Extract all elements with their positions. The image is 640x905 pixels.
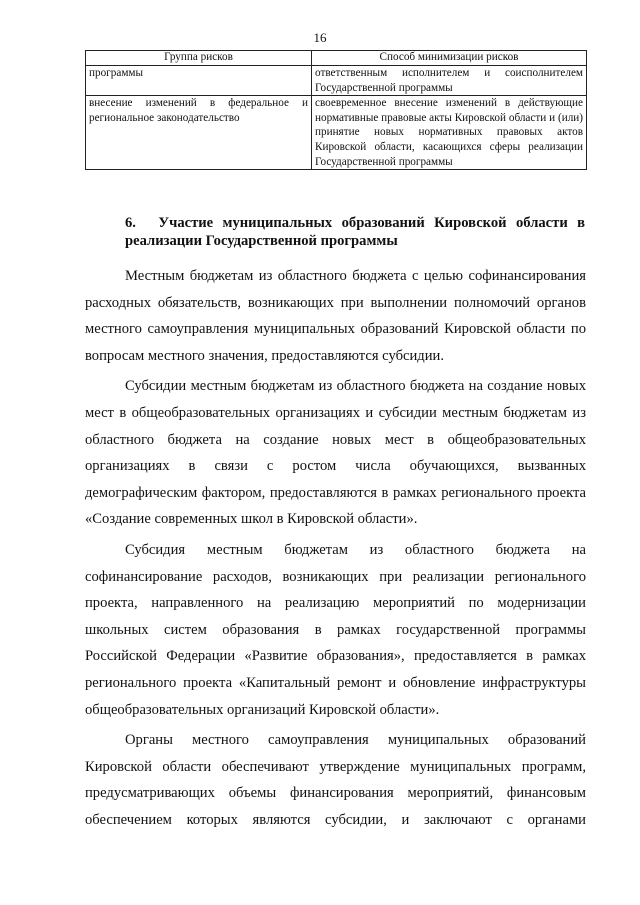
table-cell-method: ответственным исполнителем и соисполнителем Государственной программы (312, 66, 587, 96)
table-cell-risk-group: программы (86, 66, 312, 96)
section-number: 6. (125, 215, 136, 231)
column-header-risk-group: Группа рисков (86, 51, 312, 66)
section-heading (125, 214, 585, 250)
paragraph: Субсидии местным бюджетам из областного бюджета на создание новых мест в общеобразовательных организациях и субсидии местным бюджетам из областного бюджета на создание новых мест в общеобразовательных организациях в связи с ростом числа обучающихся, вызванных демографическим фактором, предоставляются в рамках регионального проекта «Создание современных школ в Кировской области». (85, 378, 586, 528)
table-header-row (86, 51, 587, 66)
table-cell-method: своевременное внесение изменений в действующие нормативные правовые акты Кировской области и (или) принятие новых нормативных правовых актов Кировской области, касающихся сферы реализации Государственной программы (312, 96, 587, 170)
table-row (86, 66, 587, 96)
body-text (85, 263, 586, 837)
table-row (86, 96, 587, 170)
paragraph: Субсидия местным бюджетам из областного бюджета на софинансирование расходов, возникающих при реализации регионального проекта, направленного на реализацию мероприятий по модернизации школьных систем образования в рамках государственной программы Российской Федерации «Развитие образования», предоставляется в рамках регионального проекта «Капитальный ремонт и обновление инфраструктуры общеобразовательных организаций Кировской области». (85, 541, 586, 718)
column-header-minimization-method: Способ минимизации рисков (312, 51, 587, 66)
page-number: 16 (313, 30, 327, 45)
paragraph: Местным бюджетам из областного бюджета с целью софинансирования расходных обязательств, возникающих при выполнении полномочий органов местного самоуправления муниципальных образований Кировской области по вопросам местного значения, предоставляются субсидии. (85, 268, 586, 364)
section-title: Участие муниципальных образований Кировской области в реализации Государственной программы (125, 215, 585, 249)
risk-table (85, 50, 587, 170)
paragraph: Органы местного самоуправления муниципальных образований Кировской области обеспечивают утверждение муниципальных программ, предусматривающих объемы финансирования мероприятий, финансовым обеспечением которых являются субсидии, и заключают с органами (85, 732, 586, 828)
table-cell-risk-group: внесение изменений в федеральное и региональное законодательство (86, 96, 312, 170)
